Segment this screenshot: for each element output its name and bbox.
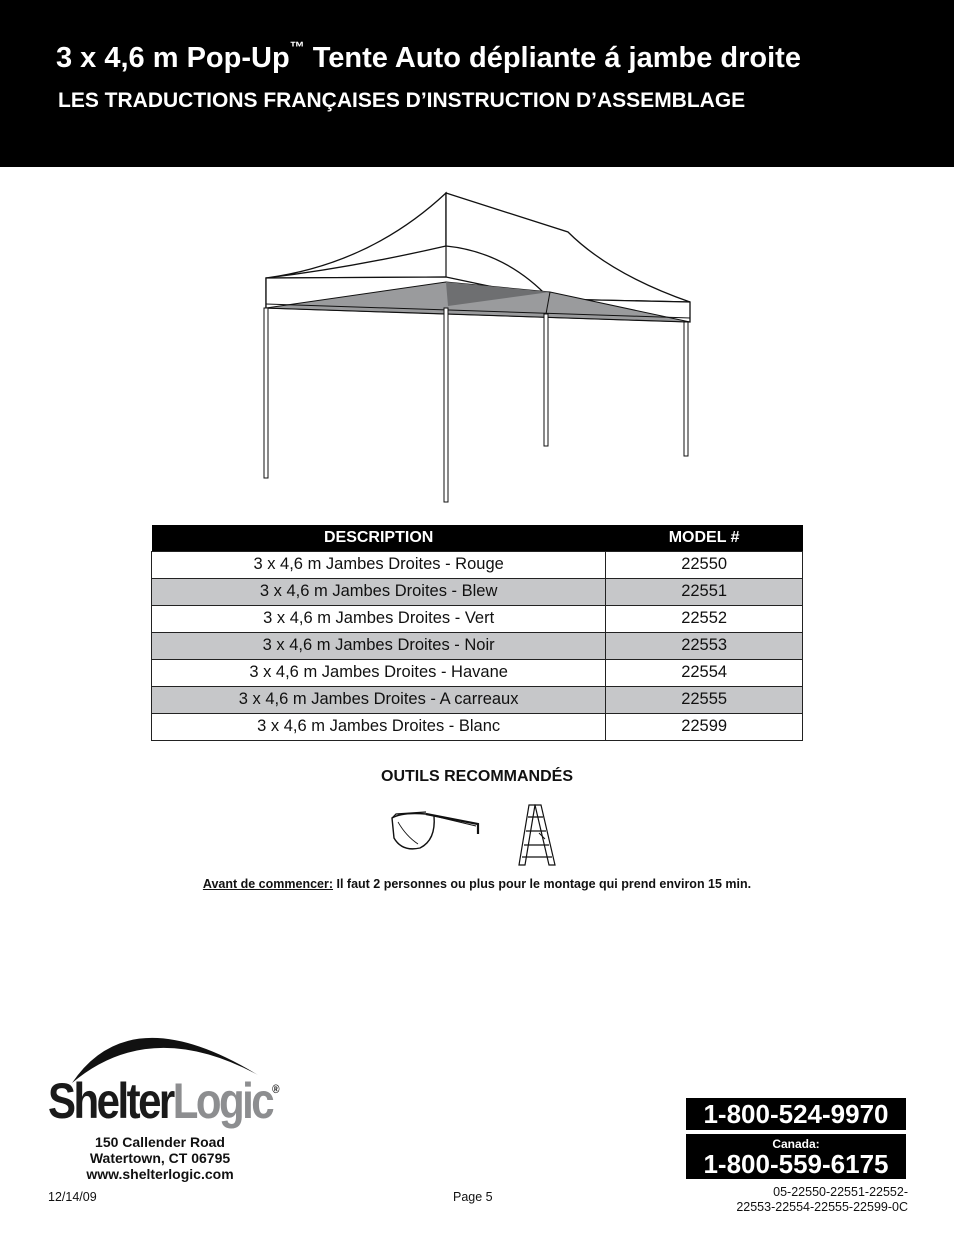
column-header-model: MODEL #	[606, 525, 803, 551]
table-row	[152, 605, 803, 632]
row-model: 22555	[606, 686, 803, 713]
canada-label: Canada:	[772, 1137, 820, 1151]
column-header-description: DESCRIPTION	[152, 525, 606, 551]
phone-canada-box	[686, 1134, 906, 1179]
part-number-line1: 05-22550-22551-22552-	[773, 1185, 908, 1199]
step-ladder-icon	[515, 803, 559, 867]
table-row	[152, 686, 803, 713]
row-model: 22550	[606, 551, 803, 578]
row-model: 22552	[606, 605, 803, 632]
logo-logic: Logic	[172, 1073, 273, 1129]
row-description: 3 x 4,6 m Jambes Droites - Blanc	[152, 713, 606, 740]
page-subtitle: LES TRADUCTIONS FRANÇAISES D’INSTRUCTION D’ASSEMBLAGE	[58, 89, 746, 112]
page-number: Page 5	[453, 1190, 493, 1204]
model-table	[151, 525, 803, 741]
row-description: 3 x 4,6 m Jambes Droites - Blew	[152, 578, 606, 605]
tent-illustration	[250, 186, 710, 506]
note-lead: Avant de commencer:	[202, 877, 334, 891]
row-model: 22553	[606, 632, 803, 659]
assembly-note	[0, 877, 954, 891]
row-description: 3 x 4,6 m Jambes Droites - Vert	[152, 605, 606, 632]
part-number-line2: 22553-22554-22555-22599-0C	[736, 1200, 908, 1214]
row-description: 3 x 4,6 m Jambes Droites - Noir	[152, 632, 606, 659]
address-street: 150 Callender Road	[95, 1134, 225, 1150]
website-link[interactable]: www.shelterlogic.com	[86, 1166, 234, 1182]
page-title	[56, 39, 801, 75]
table-row	[152, 551, 803, 578]
table-row	[152, 578, 803, 605]
document-date: 12/14/09	[48, 1190, 97, 1204]
company-address	[60, 1134, 260, 1182]
trademark-symbol: ™	[289, 39, 305, 57]
title-main: 3 x 4,6 m Pop-Up	[56, 42, 290, 74]
row-description: 3 x 4,6 m Jambes Droites - Havane	[152, 659, 606, 686]
row-description: 3 x 4,6 m Jambes Droites - Rouge	[152, 551, 606, 578]
shelterlogic-logo	[48, 1072, 280, 1130]
part-number	[660, 1185, 908, 1215]
table-row	[152, 659, 803, 686]
row-model: 22554	[606, 659, 803, 686]
note-text: Il faut 2 personnes ou plus pour le montage qui prend environ 15 min.	[333, 877, 752, 891]
row-model: 22551	[606, 578, 803, 605]
page-header	[0, 0, 954, 167]
table-header-row	[152, 525, 803, 551]
address-city: Watertown, CT 06795	[89, 1150, 231, 1166]
logo-shelter: Shelter	[48, 1073, 173, 1129]
title-rest: Tente Auto dépliante á jambe droite	[304, 42, 801, 74]
table-row	[152, 632, 803, 659]
safety-glasses-icon	[388, 800, 482, 856]
row-model: 22599	[606, 713, 803, 740]
phone-canada: 1-800-559-6175	[703, 1149, 889, 1179]
row-description: 3 x 4,6 m Jambes Droites - A carreaux	[152, 686, 606, 713]
tools-heading: OUTILS RECOMMANDÉS	[381, 768, 573, 785]
registered-mark: ®	[272, 1082, 280, 1096]
table-row	[152, 713, 803, 740]
phone-us: 1-800-524-9970	[686, 1098, 906, 1130]
